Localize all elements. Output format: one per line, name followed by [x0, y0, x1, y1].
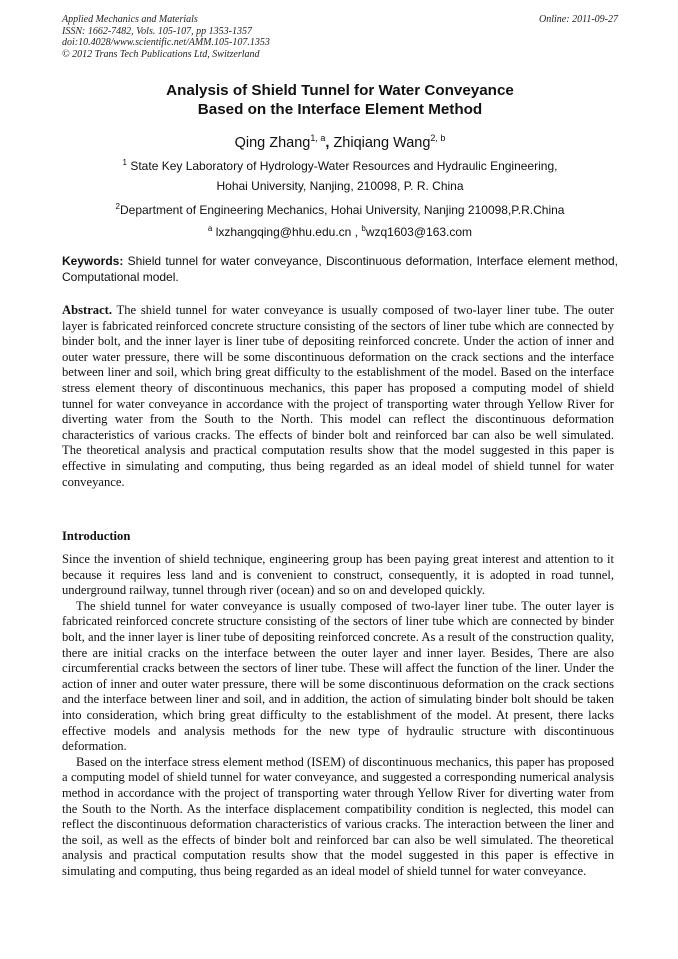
title-line-1: Analysis of Shield Tunnel for Water Conveyance	[166, 82, 514, 99]
title-line-2: Based on the Interface Element Method	[197, 101, 483, 118]
paper-title	[62, 81, 618, 119]
intro-paragraph-3: Based on the interface stress element method (ISEM) of discontinuous mechanics, this paper has proposed a computing model of shield tunnel for water conveyance, and suggested a corresponding numerical analysis method in accordance with the project of transporting water through Yellow River for diverting water from the South to the North. As the interface displacement compatibility condition is neglected, this model can reflect the discontinuous deformation characteristics of various cracks. The interaction between the liner and the soil, as well as the effects of binder bolt and reinforced bar can also be well simulated. The theoretical analysis and practical computation results show that the model suggested in this paper is effective in simulating and computing, thus being regarded as an ideal model of shield tunnel for water conveyance.	[62, 754, 614, 878]
author-2-affil-mark: 2, b	[430, 133, 446, 143]
abstract-text: The shield tunnel for water conveyance is usually composed of two-layer liner tube. The outer layer is fabricated reinforced concrete structure consisting of the sectors of liner tube which are connected by binder bolt, and the inner layer is liner tube of depositing reinforced concrete. Under the action of inner and outer water pressure, there will be some discontinuous deformation on the crack sections and the interface between liner and soil, which bring great difficulty to the establishment of the model. Based on the interface stress element theory of discontinuous mechanics, this paper has proposed a computing model of shield tunnel for water conveyance in accordance with the project of transporting water through Yellow River for diverting water from the South to the North. This model can reflect the discontinuous deformation characteristics of various cracks. The effects of binder bolt and reinforced bar can also be well simulated. The theoretical analysis and practical computation results show that the model suggested in this paper is effective in simulating and computing, thus being regarded as an ideal model of shield tunnel for water conveyance.	[62, 303, 615, 489]
affiliation-1-line-1: State Key Laboratory of Hydrology-Water Resources and Hydraulic Engineering,	[130, 159, 558, 173]
email-a[interactable]: lxzhangqing@hhu.edu.cn	[215, 225, 352, 239]
keywords-text: Shield tunnel for water conveyance, Discontinuous deformation, Interface element method, Computational model.	[62, 254, 618, 284]
email-b[interactable]: wzq1603@163.com	[365, 225, 473, 239]
author-1-affil-mark: 1, a	[310, 133, 326, 143]
doi-line: doi:10.4028/www.scientific.net/AMM.105-107.1353	[62, 37, 270, 49]
author-list	[62, 128, 618, 153]
affiliation-1-address: Hohai University, Nanjing, 210098, P. R. China	[216, 179, 464, 193]
author-emails	[62, 221, 618, 240]
affiliation-1	[62, 155, 618, 174]
affiliation-1-mark: 1	[122, 158, 127, 167]
introduction-heading: Introduction	[62, 529, 131, 543]
journal-name: Applied Mechanics and Materials	[62, 14, 198, 25]
affiliation-2-text: Department of Engineering Mechanics, Hohai University, Nanjing 210098,P.R.China	[119, 203, 565, 217]
keywords-label: Keywords:	[62, 254, 124, 268]
introduction-body	[62, 552, 614, 879]
abstract-block	[62, 303, 614, 490]
author-separator: ,	[325, 134, 330, 151]
online-date: Online: 2011-09-27	[539, 14, 618, 25]
intro-paragraph-2: The shield tunnel for water conveyance is usually composed of two-layer liner tube. The outer layer is fabricated reinforced concrete structure consisting of the sectors of liner tube which are connected by binder bolt, and the inner layer is liner tube of depositing reinforced concrete. As a result of the construction quality, there are initial cracks on the interface between the outer layer and inner layer. Besides, There are also circumferential cracks between the sectors of liner tube. These will affect the function of the liner. Under the action of inner and outer water pressure, there will be some discontinuous deformation on the crack sections and the interface between liner and soil, and in addition, the action of simulating binder bolt should be taken into consideration, which bring great difficulty to the establishment of the model. At present, there lacks effective models and analysis methods for the new type of hydraulic structure with discontinuous deformation.	[62, 598, 614, 754]
email-b-mark: b	[361, 224, 366, 233]
affiliation-2-mark: 2	[115, 202, 120, 211]
intro-paragraph-1: Since the invention of shield technique, engineering group has been paying great interest and attention to it because it requires less land and is convenient to construct, consequently, it is adopted in road tunnel, underground railway, tunnel through river (ocean) and so on and developed quickly.	[62, 552, 614, 598]
copyright-line: © 2012 Trans Tech Publications Ltd, Switzerland	[62, 48, 260, 60]
keywords-block	[62, 254, 618, 285]
issn-line: ISSN: 1662-7482, Vols. 105-107, pp 1353-1357	[62, 25, 252, 37]
journal-header	[62, 14, 618, 60]
abstract-label: Abstract.	[62, 303, 113, 317]
affiliation-2	[62, 199, 618, 218]
author-1-name: Qing Zhang	[234, 134, 311, 151]
author-2-name: Zhiqiang Wang	[333, 134, 431, 151]
email-separator: ,	[351, 225, 362, 239]
email-a-mark: a	[207, 224, 213, 233]
